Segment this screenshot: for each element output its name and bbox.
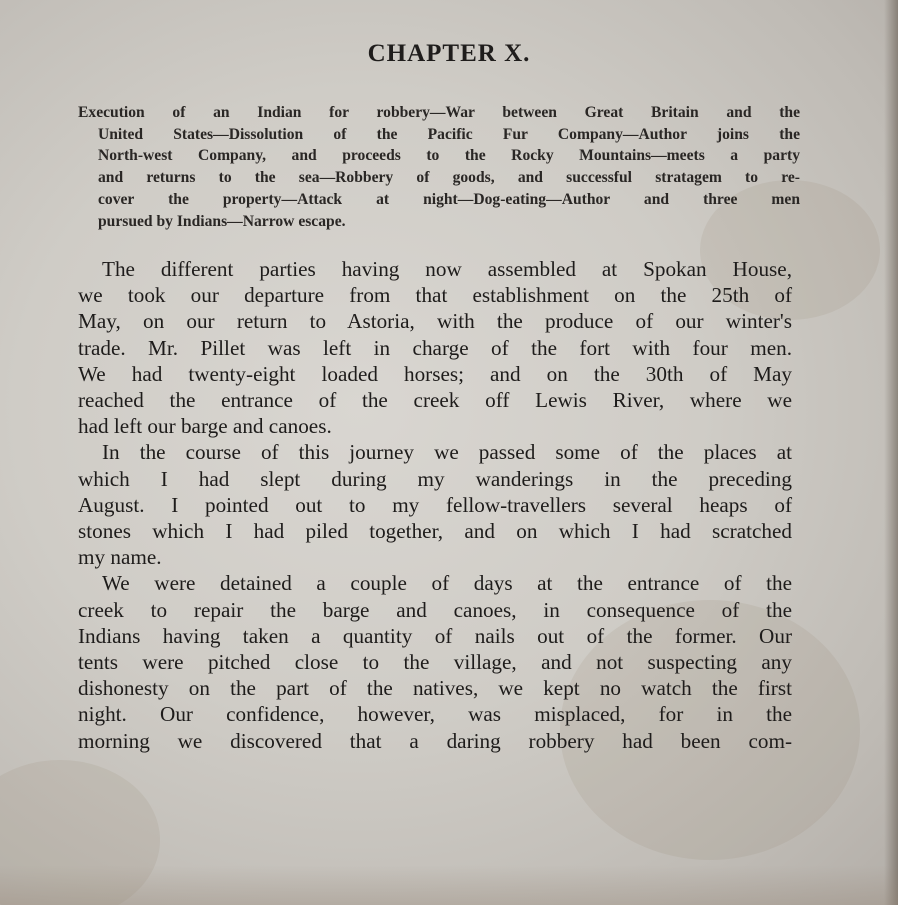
page-edge-shadow — [884, 0, 898, 905]
body-line: which I had slept during my wanderings in the preceding — [78, 466, 792, 491]
body-line: morning we discovered that a daring robbery had been com- — [78, 728, 792, 753]
chapter-summary — [78, 102, 800, 232]
summary-line: pursued by Indians—Narrow escape. — [98, 212, 346, 230]
chapter-body — [78, 256, 792, 754]
body-line: The different parties having now assembled at Spokan House, — [102, 257, 792, 281]
page-bottom-shadow — [0, 865, 898, 905]
body-line: We had twenty-eight loaded horses; and on the 30th of May — [78, 361, 792, 386]
body-line: In the course of this journey we passed some of the places at — [102, 440, 792, 465]
body-line: Indians having taken a quantity of nails out of the former. Our — [78, 623, 792, 648]
body-line: night. Our confidence, however, was misplaced, for in the — [78, 702, 792, 727]
body-line: my name. — [78, 545, 162, 570]
summary-line: North-west Company, and proceeds to the Rocky Mountains—meets a party — [98, 147, 800, 165]
body-line: we took our departure from that establishment on the 25th of — [78, 283, 792, 308]
summary-line: United States—Dissolution of the Pacific Fur Company—Author joins the — [98, 125, 800, 143]
summary-line: cover the property—Attack at night—Dog-eating—Author and three men — [98, 190, 800, 208]
body-line: trade. Mr. Pillet was left in charge of the fort with four men. — [78, 335, 792, 360]
summary-line: and returns to the sea—Robbery of goods, and successful stratagem to re- — [98, 169, 800, 187]
body-line: creek to repair the barge and canoes, in consequence of the — [78, 597, 792, 622]
body-line: stones which I had piled together, and on which I had scratched — [78, 519, 792, 544]
summary-line: Execution of an Indian for robbery—War between Great Britain and the — [78, 104, 800, 121]
body-line: had left our barge and canoes. — [78, 414, 332, 439]
body-line: tents were pitched close to the village, and not suspecting any — [78, 650, 792, 675]
body-line: dishonesty on the part of the natives, we kept no watch the first — [78, 676, 792, 701]
body-line: May, on our return to Astoria, with the produce of our winter's — [78, 309, 792, 334]
body-line: We were detained a couple of days at the entrance of the — [102, 571, 792, 596]
body-line: reached the entrance of the creek off Lewis River, where we — [78, 388, 792, 413]
body-line: August. I pointed out to my fellow-travellers several heaps of — [78, 492, 792, 517]
chapter-title: CHAPTER X. — [367, 40, 531, 67]
